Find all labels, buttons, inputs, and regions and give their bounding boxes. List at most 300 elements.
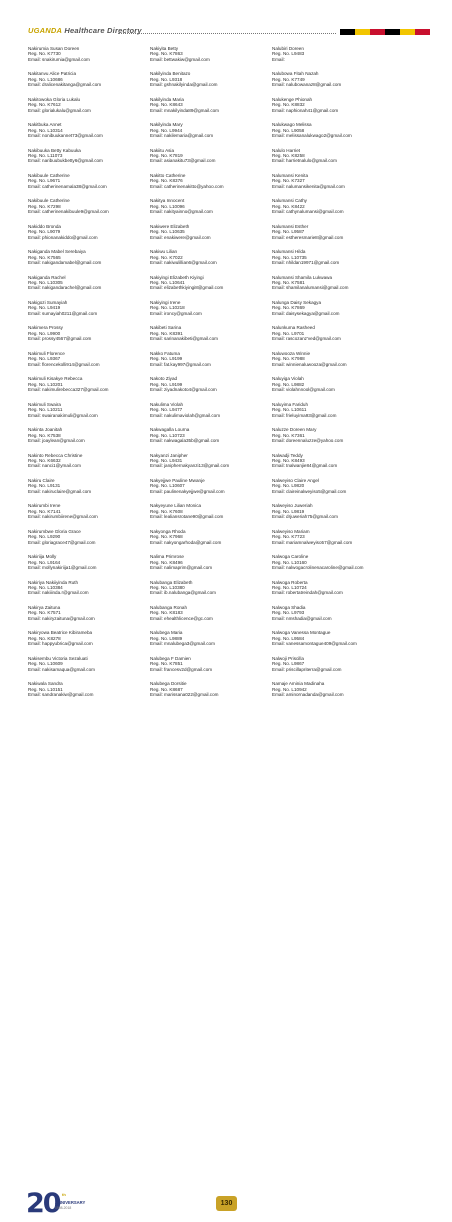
entry-reg-no: Reg. No. L10942 [272, 686, 307, 692]
entry-email: Email: sumayiah0211@gmail.com [28, 310, 98, 316]
directory-entry [28, 275, 148, 291]
entry-email: Email: catherinenakibuule9@gmail.com [28, 209, 109, 215]
entry-email: Email: ehealthlicence@gc.com [150, 615, 213, 621]
entry-email: Email: nalimaprim@gmail.com [150, 564, 213, 570]
directory-entry [272, 224, 392, 240]
entry-reg-no: Reg. No. K7141 [28, 508, 61, 514]
directory-entry [272, 453, 392, 469]
entry-reg-no: Reg. No. K6632 [28, 457, 61, 463]
entry-name: Nakitowoka Gloria Lukalu [28, 96, 81, 102]
entry-email: Email: naribuubukbetty6@gmail.com [28, 158, 103, 164]
entry-email: Email: nakiruclaire@gmail.com [28, 488, 92, 494]
entry-name: Nakiriija Molly [28, 554, 57, 560]
directory-entry [272, 173, 392, 189]
entry-reg-no: Reg. No. L9889 [150, 635, 183, 641]
entry-email: Email: fat.kay997@gmail.com [150, 361, 211, 367]
entry-email: Email: paulinenakyejjwe@gmail.com [150, 488, 225, 494]
directory-entry [150, 503, 270, 519]
directory-entry [28, 376, 148, 392]
directory-entry [150, 376, 270, 392]
entry-reg-no: Reg. No. K7863 [150, 51, 183, 57]
entry-name: Nakisembu Victoria Sezaluati [28, 655, 88, 661]
entry-reg-no: Reg. No. L9419 [28, 305, 61, 311]
entry-name: Nakiru Claire [28, 477, 55, 483]
entry-name: Nakibeti Sarina [150, 325, 182, 331]
directory-entry [272, 97, 392, 113]
entry-reg-no: Reg. No. L9587 [272, 229, 305, 235]
entry-name: Nakyanzi Janipher [150, 452, 188, 458]
entry-reg-no: Reg. No. K7819 [150, 153, 183, 159]
entry-name: Nakiyingi Irene [150, 300, 181, 306]
directory-entry [150, 554, 270, 570]
directory-entry [28, 249, 148, 265]
entry-name: Nakyeyune Lilian Monica [150, 503, 202, 509]
entry-reg-no: Reg. No. L9431 [150, 457, 183, 463]
directory-entry [272, 351, 392, 367]
entry-reg-no: Reg. No. L9483 [272, 51, 305, 57]
anniversary-logo [26, 1188, 84, 1222]
entry-reg-no: Reg. No. K8687 [150, 686, 183, 692]
entry-reg-no: Reg. No. K7571 [28, 610, 61, 616]
directory-entry [150, 300, 270, 316]
entry-reg-no: Reg. No. L9477 [150, 407, 183, 413]
entry-name: Nalumansi Shamila Lukwawa [272, 274, 333, 280]
entry-name: Nakirya Zaituna [28, 604, 61, 610]
brand-directory: Healthcare Directory [64, 26, 142, 35]
entry-name: Nalubega F Damien [150, 655, 191, 661]
entry-email: Email: florencekolli914@gmail.com [28, 361, 100, 367]
entry-name: Nakilyinda Maria [150, 96, 184, 102]
entry-email: Email: catherinenakitto@yahoo.com [150, 183, 224, 189]
entry-name: Nakyejjwe Pauline Mwanje [150, 477, 205, 483]
entry-name: Namaje Aminia Madinaha [272, 681, 325, 687]
entry-name: Nakoto Ziyad [150, 376, 178, 382]
entry-name: Nakiddo Bronda [28, 223, 61, 229]
entry-email: Email: tnalwanjie84@gmail.com [272, 463, 338, 469]
directory-entry [150, 173, 270, 189]
entry-email: Email: bettwakiw@gmail.com [150, 56, 210, 62]
entry-email: Email: mariamnalweyiso57@gmail.com [272, 539, 353, 545]
entry-email: Email: francesv2d@gmail.com [150, 666, 213, 672]
entry-email: Email: violahnnool@gmail.com [272, 387, 335, 393]
entry-name: Nalwoji Priscilla [272, 655, 304, 661]
anniversary-number: 20 [26, 1188, 60, 1219]
directory-entry [272, 300, 392, 316]
entry-name: Nakibuule Catherine [28, 198, 70, 204]
entry-reg-no: Reg. No. L9820 [272, 483, 305, 489]
anniversary-years: 1998-2018 [55, 1206, 72, 1210]
entry-reg-no: Reg. No. K8496 [150, 559, 183, 565]
directory-entry [272, 46, 392, 62]
entry-reg-no: Reg. No. K7612 [28, 102, 61, 108]
entry-reg-no: Reg. No. L10724 [272, 584, 307, 590]
entry-name: Nakiyita Betty [150, 46, 179, 51]
entry-name: Nakirumbwe Gloria Grace [28, 528, 81, 534]
entry-reg-no: Reg. No. L10211 [28, 407, 63, 413]
entry-name: Nalima Primrose [150, 554, 184, 560]
directory-entry [272, 554, 392, 570]
directory-entry [150, 681, 270, 697]
entry-reg-no: Reg. No. L9819 [272, 508, 305, 514]
entry-email: Email: nakiwulillian6@gmail.com [150, 260, 217, 266]
entry-email: Email: elizabethkiyingi8@gmail.com [150, 285, 224, 291]
entry-email: Email: vanessamontague409@gmail.com [272, 641, 357, 647]
entry-reg-no: Reg. No. L9079 [28, 229, 61, 235]
directory-entry [272, 325, 392, 341]
entry-email: Email: phionanakiddo@gmail.com [28, 234, 98, 240]
entry-name: Naluyiga Violah [272, 376, 304, 382]
directory-entry [272, 198, 392, 214]
entry-name: Nalwoga Vanessa Montague [272, 630, 331, 636]
directory-entry [28, 681, 148, 697]
entry-email: Email: ib.nalubanga@gmail.com [150, 590, 216, 596]
entry-name: Nakirumbi Irene [28, 503, 61, 509]
entry-email: Email: nakimulirebecca327@gmail.com [28, 387, 109, 393]
entry-name: Nakitbuka Annet [28, 122, 62, 128]
directory-entry [150, 402, 270, 418]
entry-name: Nalubiri Doreen [272, 46, 304, 51]
directory-entry [28, 148, 148, 164]
entry-name: Nakitto Catherine [150, 173, 186, 179]
entry-email: Email: harrietnalulo@gmail.com [272, 158, 337, 164]
entry-email: Email: lealiansrotane90@gmail.com [150, 514, 224, 520]
entry-name: Nalunga Daisy Sekagya [272, 300, 322, 306]
directory-entry [272, 427, 392, 443]
entry-email: Email: nakigandarachel@gmail.com [28, 285, 102, 291]
entry-email: Email: janiphernakyanzi13@gmail.com [150, 463, 230, 469]
entry-reg-no: Reg. No. K8278 [28, 635, 61, 641]
entry-reg-no: Reg. No. L10380 [150, 584, 185, 590]
directory-entry [150, 71, 270, 87]
entry-email: Email: nalumansikenita@gmail.com [272, 183, 345, 189]
entry-reg-no: Reg. No. K7608 [150, 508, 183, 514]
entry-name: Nakiitu Asia [150, 147, 175, 153]
directory-entry [272, 503, 392, 519]
directory-entry [150, 122, 270, 138]
entry-email: Email: nakigandamabel@gmail.com [28, 260, 102, 266]
entry-email: Email: nakirumbiirene@gmail.com [28, 514, 98, 520]
entry-reg-no: Reg. No. L10314 [28, 127, 63, 133]
directory-entry [28, 71, 148, 87]
entry-email: Email: nakityainno@gmail.com [150, 209, 213, 215]
entry-email: Email: nakulimaviolah@gmail.com [150, 412, 221, 418]
entry-reg-no: Reg. No. L9290 [28, 534, 61, 540]
entry-reg-no: Reg. No. L10201 [28, 381, 63, 387]
entry-reg-no: Reg. No. K8183 [150, 610, 183, 616]
entry-reg-no: Reg. No. L10723 [150, 432, 185, 438]
entry-reg-no: Reg. No. K8832 [272, 102, 305, 108]
entry-reg-no: Reg. No. L10686 [28, 76, 63, 82]
anniversary-label: ANNIVERSARY [55, 1200, 86, 1205]
entry-email: Email: marissana022@gmail.com [150, 691, 219, 697]
entry-name: Nalumansi Kenita [272, 173, 309, 179]
directory-entry [28, 656, 148, 672]
directory-entry [150, 529, 270, 545]
entry-name: Nalunkuma Rasheed [272, 325, 315, 331]
entry-reg-no: Reg. No. K7968 [150, 534, 183, 540]
entry-name: Nakitanvu Alice Patricia [28, 71, 77, 77]
entry-reg-no: Reg. No. K7851 [150, 661, 183, 667]
entry-email: Email: nakisamaqua@gmail.com [28, 666, 95, 672]
entry-reg-no: Reg. No. L9199 [150, 381, 183, 387]
entry-name: Nakigozi Sumayiah [28, 300, 68, 306]
entry-email: Email: joaylean@gmail.com [28, 437, 85, 443]
directory-entry [28, 453, 148, 469]
entry-name: Nakilyinda Mary [150, 122, 183, 128]
entry-reg-no: Reg. No. L10735 [272, 254, 307, 260]
entry-reg-no: Reg. No. L10160 [272, 559, 307, 565]
entry-email: Email: snakirumia@gmail.com [28, 56, 90, 62]
uganda-flag-stripe [340, 29, 430, 35]
directory-entry [150, 249, 270, 265]
entry-email: Email: nalwogacrolinenacaroline@gmail.com [272, 564, 364, 570]
directory-entry [272, 402, 392, 418]
flag-band [355, 29, 370, 35]
entry-reg-no: Reg. No. L9944 [150, 127, 183, 133]
directory-entry [28, 173, 148, 189]
entry-name: Nakiriya Nakiiyinda Ruth [28, 579, 79, 585]
entry-email: Email: melissanalukwago2@gmail.com [272, 133, 352, 139]
entry-reg-no: Reg. No. L10607 [150, 483, 185, 489]
entry-reg-no: Reg. No. K8493 [272, 457, 305, 463]
entry-reg-no: Reg. No. L9058 [272, 127, 305, 133]
entry-reg-no: Reg. No. L9867 [272, 661, 305, 667]
entry-email: Email: aminornadanda@gmail.com [272, 691, 344, 697]
entry-reg-no: Reg. No. L10096 [150, 203, 185, 209]
entry-email: Email: naphionah41@gmail.com [272, 107, 339, 113]
directory-entry [28, 427, 148, 443]
entry-email: Email: happyubrica@gmail.com [28, 641, 93, 647]
flag-band [385, 29, 400, 35]
entry-name: Nalubega Dorsitie [150, 681, 187, 687]
entry-name: Nakiwere Elizabeth [150, 223, 190, 229]
entry-reg-no: Reg. No. L10609 [28, 661, 63, 667]
directory-entry [272, 681, 392, 697]
entry-reg-no: Reg. No. K7869 [272, 305, 305, 311]
flag-band [415, 29, 430, 35]
entry-reg-no: Reg. No. L9131 [28, 483, 61, 489]
entry-email: Email: nhildan19971@gmail.com [272, 260, 340, 266]
entry-name: Nakiyingi Elizabeth Kiyingi [150, 274, 204, 280]
directory-entry [28, 300, 148, 316]
entry-email: Email: robertatreindah@gmail.com [272, 590, 343, 596]
entry-email: Email: nakyongarhoda@gmail.com [150, 539, 222, 545]
entry-email: Email: nakiryzaituna@gmail.com [28, 615, 95, 621]
directory-entry [28, 529, 148, 545]
page-number: 130 [216, 1196, 237, 1211]
entry-reg-no: Reg. No. K8422 [272, 203, 305, 209]
entry-name: Nalwoga Roberta [272, 579, 308, 585]
entry-name: Nakimuli Kisakye Rebecca [28, 376, 83, 382]
entry-name: Nalumansi Cathy [272, 198, 307, 204]
entry-reg-no: Reg. No. K7723 [272, 534, 305, 540]
directory-entry [150, 325, 270, 341]
directory-entry [28, 97, 148, 113]
entry-email: Email: nanci1@ymail.com [28, 463, 81, 469]
entry-name: Nalubega Maria [150, 630, 183, 636]
entry-name: Nalubanga Elizabeth [150, 579, 193, 585]
directory-entry [150, 656, 270, 672]
directory-entry [150, 453, 270, 469]
entry-reg-no: Reg. No. L10641 [150, 280, 185, 286]
directory-entry [150, 46, 270, 62]
entry-reg-no: Reg. No. K8376 [150, 178, 183, 184]
entry-email: Email: nakwagala35b@gmail.com [150, 437, 220, 443]
directory-entry [272, 529, 392, 545]
entry-reg-no: Reg. No. K7988 [272, 356, 305, 362]
entry-email: Email: nmshadia@gmail.com [272, 615, 332, 621]
entry-email: Email: gshnakilyinda@gmail.com [150, 82, 218, 88]
entry-reg-no: Reg. No. K8643 [150, 102, 183, 108]
page-header [0, 0, 452, 44]
entry-reg-no: Reg. No. L9900 [28, 330, 61, 336]
entry-email: Email: frieluyima93@gmail.com [272, 412, 337, 418]
entry-name: Nalumansi Hilda [272, 249, 306, 255]
entry-name: Nakinta Joanitah [28, 427, 63, 433]
entry-name: Naluyima Fariduh [272, 401, 308, 407]
directory-entry [272, 275, 392, 291]
entry-reg-no: Reg. No. L9882 [272, 381, 305, 387]
directory-entry [272, 249, 392, 265]
directory-entry [28, 351, 148, 367]
entry-email: Email: sarinanakibeti@gmail.com [150, 336, 218, 342]
entry-reg-no: Reg. No. K7327 [272, 178, 305, 184]
directory-entry [272, 122, 392, 138]
directory-listing [0, 46, 452, 697]
entry-reg-no: Reg. No. K8258 [272, 153, 305, 159]
entry-name: Nakwagalla Lourna [150, 427, 190, 433]
entry-email: Email: [272, 56, 285, 62]
entry-name: Nalubowa Fitah Nazah [272, 71, 319, 77]
entry-name: Nakilyinda Benitazo [150, 71, 191, 77]
entry-reg-no: Reg. No. L10305 [28, 280, 63, 286]
directory-entry [272, 71, 392, 87]
entry-email: Email: mollynakiriija1@gmail.com [28, 564, 97, 570]
entry-reg-no: Reg. No. L9671 [28, 178, 61, 184]
directory-entry [272, 478, 392, 494]
entry-email: Email: rascozanz'ved@gmail.com [272, 336, 341, 342]
entry-name: Naluwooza Winnie [272, 350, 311, 356]
entry-reg-no: Reg. No. K7749 [272, 76, 305, 82]
directory-entry [272, 148, 392, 164]
flag-band [400, 29, 415, 35]
directory-entry [150, 427, 270, 443]
entry-email: Email: drjuweriah75@gmail.com [272, 514, 338, 520]
entry-reg-no: Reg. No. L9164 [28, 559, 61, 565]
entry-name: Nakiganda Mabel Serebaiya [28, 249, 86, 255]
entry-name: Nalumansi Esther [272, 223, 309, 229]
entry-reg-no: Reg. No. L9199 [150, 356, 183, 362]
entry-name: Nakimuli Florence [28, 350, 65, 356]
entry-email: Email: catherinenamala38@gmail.com [28, 183, 107, 189]
entry-name: Nakitya Innocent [150, 198, 185, 204]
entry-email: Email: claireinalweyiso5@gmail.com [272, 488, 347, 494]
entry-name: Nakko Fatuma [150, 350, 180, 356]
directory-entry [28, 478, 148, 494]
entry-email: Email: mnakilyinda89@gmail.com [150, 107, 220, 113]
directory-entry [150, 97, 270, 113]
entry-reg-no: Reg. No. L10218 [150, 305, 185, 311]
entry-reg-no: Reg. No. K7581 [272, 280, 305, 286]
entry-email: Email: swairanakimuli@gmail.com [28, 412, 98, 418]
entry-reg-no: Reg. No. K7565 [28, 254, 61, 260]
entry-name: Nalweyiso Claire Angel [272, 477, 319, 483]
directory-entry [28, 224, 148, 240]
directory-entry [272, 376, 392, 392]
entry-name: Naluzze Doreen Mary [272, 427, 317, 433]
entry-name: Nalukenge Phionah [272, 96, 313, 102]
entry-email: Email: estheresmarie8@gmail.com [272, 234, 344, 240]
entry-name: Nalulo Harriet [272, 147, 301, 153]
entry-reg-no: Reg. No. L10384 [28, 584, 63, 590]
entry-name: Nalukwago Melissa [272, 122, 312, 128]
entry-name: Nakulima Violah [150, 401, 184, 407]
entry-name: Nakinto Rebecca Christine [28, 452, 83, 458]
entry-email: Email: gloriagrace47@gmail.com [28, 539, 96, 545]
entry-reg-no: Reg. No. L9701 [272, 330, 305, 336]
entry-name: Nakiwala Sandra [28, 681, 63, 687]
entry-name: Nalwoga Shadia [272, 604, 306, 610]
entry-reg-no: Reg. No. K7361 [272, 432, 305, 438]
entry-reg-no: Reg. No. L11073 [28, 153, 63, 159]
entry-name: Nakiryowa Beatrice Kibirameba [28, 630, 93, 636]
entry-email: Email: nonibuukannet73@gmail.com [28, 133, 103, 139]
entry-reg-no: Reg. No. L10611 [272, 407, 307, 413]
entry-email: Email: nakilemaria@gmail.com [150, 133, 214, 139]
entry-reg-no: Reg. No. L10151 [28, 686, 63, 692]
directory-entry [150, 148, 270, 164]
entry-email: Email: glorialukalu@gmail.com [28, 107, 91, 113]
entry-email: Email: cathynalumansi@gmail.com [272, 209, 344, 215]
directory-entry [28, 122, 148, 138]
entry-name: Nakyonga Rhoda [150, 528, 186, 534]
anniversary-th: th [62, 1192, 66, 1197]
entry-reg-no: Reg. No. L9367 [28, 356, 61, 362]
entry-email: Email: ironcy@gmail.com [150, 310, 202, 316]
entry-name: Nakimuli Swaira [28, 401, 61, 407]
entry-reg-no: Reg. No. K7022 [150, 254, 183, 260]
entry-name: Nakiwu Lilian [150, 249, 178, 255]
entry-reg-no: Reg. No. L9793 [272, 610, 305, 616]
entry-name: Nakiganda Rachel [28, 274, 66, 280]
directory-entry [28, 402, 148, 418]
entry-email: Email: dralicenakitanga@gmail.com [28, 82, 102, 88]
entry-name: Nakimera Prossy [28, 325, 63, 331]
flag-band [370, 29, 385, 35]
directory-entry [150, 275, 270, 291]
entry-email: Email: mnalubega3@gmail.com [150, 641, 215, 647]
entry-reg-no: Reg. No. K8391 [150, 330, 183, 336]
entry-reg-no: Reg. No. K7538 [28, 432, 61, 438]
entry-email: Email: ziyadnakoto4@gmail.com [150, 387, 217, 393]
entry-reg-no: Reg. No. L9584 [272, 635, 305, 641]
entry-email: Email: daisysekagya@gmail.com [272, 310, 340, 316]
entry-name: Nalweyiso Juweriah [272, 503, 313, 509]
entry-name: Nalwoga Caroline [272, 554, 309, 560]
directory-entry [28, 325, 148, 341]
directory-entry [150, 351, 270, 367]
entry-email: Email: enakiwere@gmail.com [150, 234, 211, 240]
entry-reg-no: Reg. No. L10635 [150, 229, 185, 235]
header-dotted-rule [118, 33, 336, 34]
entry-reg-no: Reg. No. K7298 [28, 203, 61, 209]
entry-name: Nakibuule Catherine [28, 173, 70, 179]
entry-name: Nakibuuka Betty Kabuuka [28, 147, 81, 153]
entry-reg-no: Reg. No. L9318 [150, 76, 183, 82]
entry-name: Nakirumia Susan Doreen [28, 46, 80, 51]
directory-entry [28, 503, 148, 519]
directory-entry [272, 656, 392, 672]
